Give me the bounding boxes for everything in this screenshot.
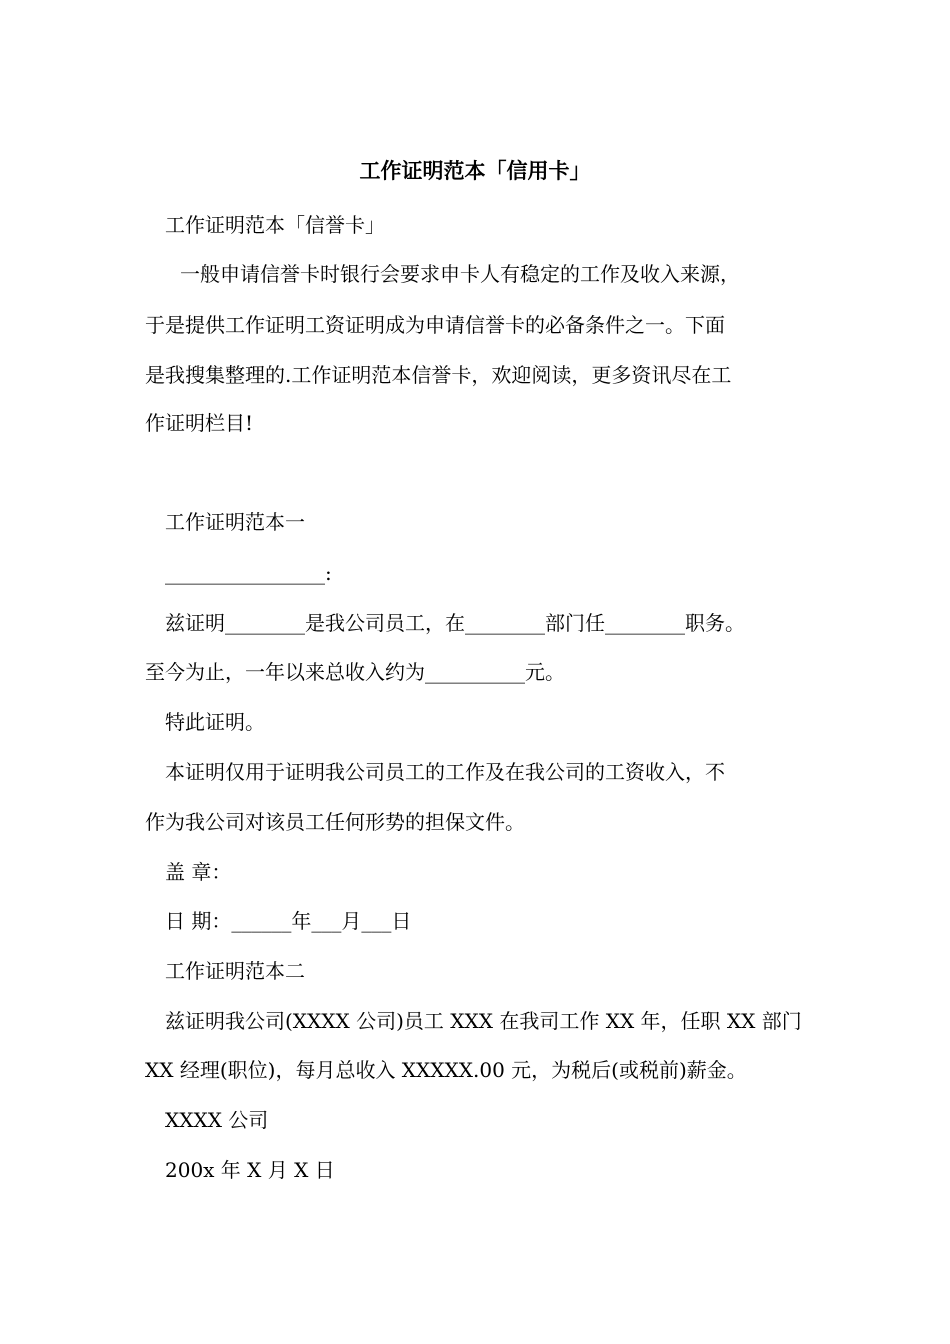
document-title: 工作证明范本「信用卡」 (359, 159, 591, 183)
document-subtitle: 工作证明范本「信誉卡」 (165, 213, 385, 237)
intro-line: 于是提供工作证明工资证明成为申请信誉卡的必备条件之一。下面 (145, 313, 725, 337)
sample2-company: XXXX 公司 (165, 1108, 269, 1132)
sample1-body-line: 至今为止，一年以来总收入约为__________元。 (145, 660, 565, 684)
sample1-seal: 盖 章： (165, 860, 232, 884)
sample2-heading: 工作证明范本二 (165, 959, 305, 983)
intro-line: 一般申请信誉卡时银行会要求申卡人有稳定的工作及收入来源， (180, 262, 740, 286)
sample1-closing: 特此证明。 (165, 710, 265, 734)
sample1-disclaimer-line: 本证明仅用于证明我公司员工的工作及在我公司的工资收入，不 (165, 760, 725, 784)
sample1-heading: 工作证明范本一 (165, 510, 305, 534)
sample1-body-line: 兹证明________是我公司员工，在________部门任________职务。 (165, 611, 745, 635)
sample2-body-line: XX 经理(职位)，每月总收入 XXXXX.00 元，为税后(或税前)薪金。 (145, 1058, 747, 1082)
intro-line: 作证明栏目! (145, 411, 254, 435)
sample2-date: 200x 年 X 月 X 日 (165, 1158, 335, 1182)
intro-line: 是我搜集整理的.工作证明范本信誉卡，欢迎阅读，更多资讯尽在工 (145, 363, 732, 387)
sample1-addressee: ________________: (165, 561, 332, 585)
sample1-date: 日 期：______年___月___日 (165, 909, 412, 933)
sample2-body-line: 兹证明我公司(XXXX 公司)员工 XXX 在我司工作 XX 年，任职 XX 部门 (165, 1009, 802, 1033)
sample1-disclaimer-line: 作为我公司对该员工任何形势的担保文件。 (145, 810, 525, 834)
